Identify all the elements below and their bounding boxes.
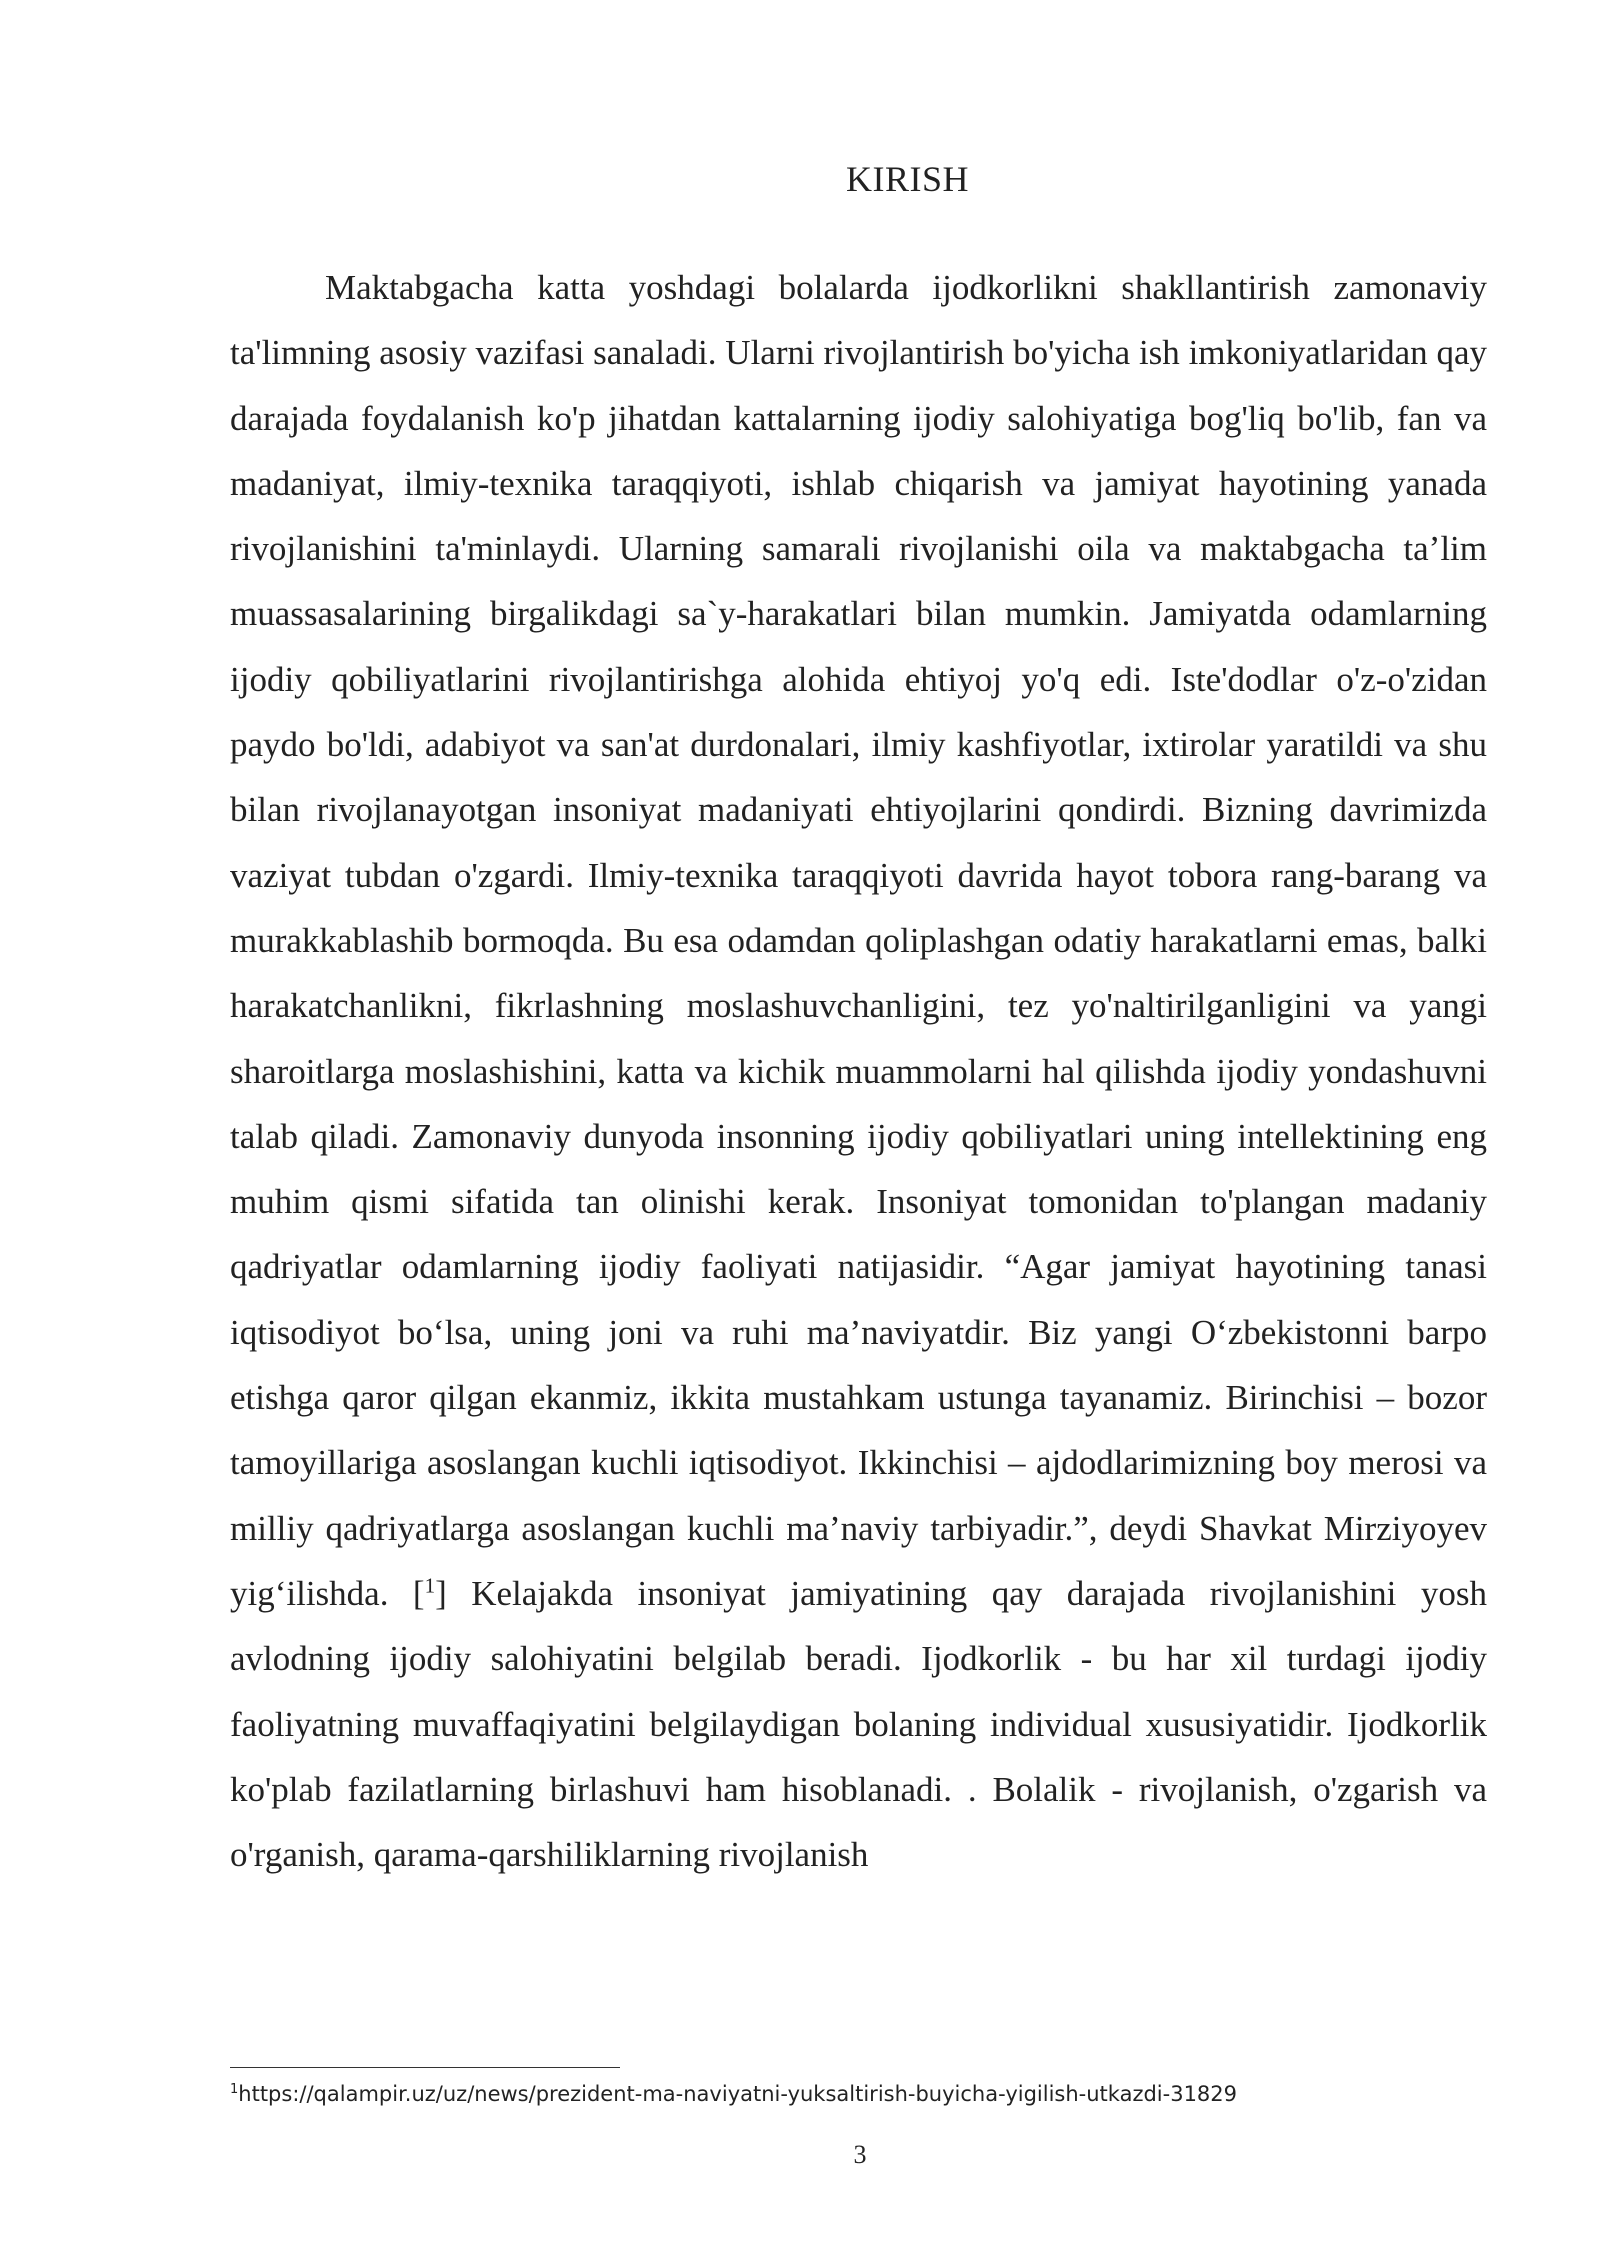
paragraph-text-part1: Maktabgacha katta yoshdagi bolalarda ijodkorlikni shakllantirish zamonaviy ta'limning asosiy vazifasi sanaladi. Ularni rivojlantirish bo'yicha ish imkoniyatlaridan qay darajada foydalanish ko'p jihatdan kattalarning ijodiy salohiyatiga bog'liq bo'lib, fan va madaniyat, ilmiy-texnika taraqqiyoti, ishlab chiqarish va jamiyat hayotining yanada rivojlanishini ta'minlaydi. Ularning samarali rivojlanishi oila va maktabgacha ta’lim muassasalarining birgalikdagi sa`y-harakatlari bilan mumkin. Jamiyatda odamlarning ijodiy qobiliyatlarini rivojlantirishga alohida ehtiyoj yo'q edi. Iste'dodlar o'z-o'zidan paydo bo'ldi, adabiyot va san'at durdonalari, ilmiy kashfiyotlar, ixtirolar yaratildi va shu bilan rivojlanayotgan insoniyat madaniyati ehtiyojlarini qondirdi. Bizning davrimizda vaziyat tubdan o'zgardi. Ilmiy-texnika taraqqiyoti davrida hayot tobora rang-barang va murakkablashib bormoqda. Bu esa odamdan qoliplashgan odatiy harakatlarni emas, balki harakatchanlikni, fikrlashning moslashuvchanligini, tez yo'naltirilganligini va yangi sharoitlarga moslashishini, katta va kichik muammolarni hal qilishda ijodiy yondashuvni talab qiladi. Zamonaviy dunyoda insonning ijodiy qobiliyatlari uning intellektining eng muhim qismi sifatida tan olinishi kerak. Insoniyat tomonidan to'plangan madaniy qadriyatlar odamlarning ijodiy faoliyati natijasidir. “Agar jamiyat hayotining tanasi iqtisodiyot bo‘lsa, uning joni va ruhi ma’naviyatdir. Biz yangi O‘zbekistonni barpo etishga qaror qilgan ekanmiz, ikkita mustahkam ustunga tayanamiz. Birinchisi – bozor tamoyillariga asoslangan kuchli iqtisodiyot. Ikkinchisi – ajdodlarimizning boy merosi va milliy qadriyatlarga asoslangan kuchli ma’naviy tarbiyadir.”, deydi Shavkat Mirziyoyev yig‘ilishda. [ — [230, 268, 1487, 1613]
footnote-link[interactable]: https://qalampir.uz/uz/news/prezident-ma-naviyatni-yuksaltirish-buyicha-yigilish-utkazdi-31829 — [238, 2082, 1238, 2106]
footnote-reference[interactable]: 1 — [424, 1573, 436, 1598]
body-paragraph — [230, 255, 1487, 1887]
footnote — [230, 2082, 1237, 2106]
section-heading: KIRISH — [846, 159, 970, 199]
footnote-number: 1 — [230, 2082, 239, 2097]
footnote-separator — [230, 2067, 620, 2068]
paragraph-text-part2: ] Kelajakda insoniyat jamiyatining qay darajada rivojlanishini yosh avlodning ijodiy salohiyatini belgilab beradi. Ijodkorlik - bu har xil turdagi ijodiy faoliyatning muvaffaqiyatini belgilaydigan bolaning individual xususiyatidir. Ijodkorlik ko'plab fazilatlarning birlashuvi ham hisoblanadi. . Bolalik - rivojlanish, o'zgarish va o'rganish, qarama-qarshiliklarning rivojlanish — [230, 1573, 1487, 1875]
page-number: 3 — [853, 2140, 867, 2169]
